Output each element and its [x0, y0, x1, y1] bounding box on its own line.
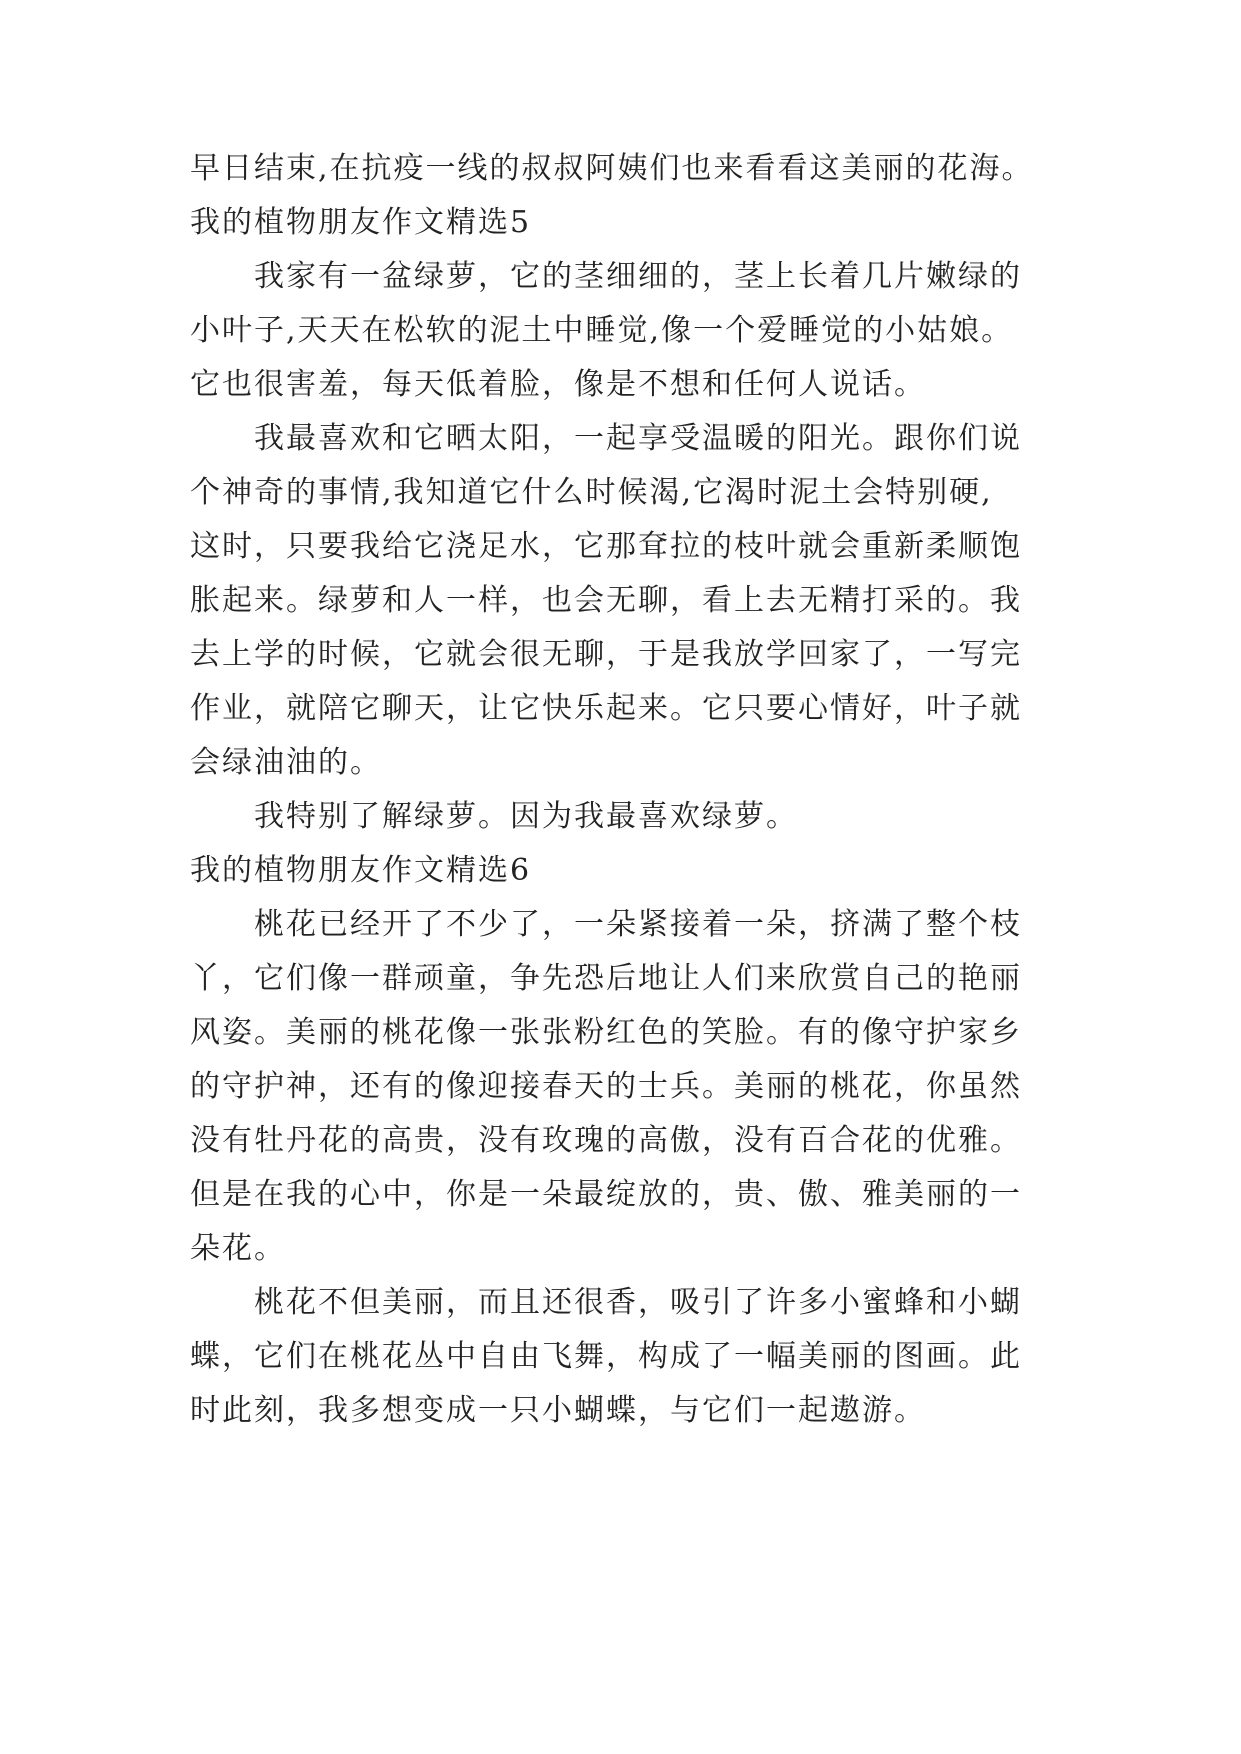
paragraph-line: 但是在我的心中，你是一朵最绽放的，贵、傲、雅美丽的一	[190, 1177, 1022, 1212]
paragraph-line: 个神奇的事情,我知道它什么时候渴,它渴时泥土会特别硬,	[190, 475, 993, 510]
paragraph-line: 时此刻，我多想变成一只小蝴蝶，与它们一起遨游。	[190, 1393, 926, 1428]
paragraph-line: 会绿油油的。	[190, 745, 382, 780]
paragraph-line: 没有牡丹花的高贵，没有玫瑰的高傲，没有百合花的优雅。	[190, 1123, 1022, 1158]
paragraph-line: 的守护神，还有的像迎接春天的士兵。美丽的桃花，你虽然	[190, 1069, 1022, 1104]
paragraph-line: 早日结束,在抗疫一线的叔叔阿姨们也来看看这美丽的花海。	[190, 151, 1034, 186]
paragraph-line: 风姿。美丽的桃花像一张张粉红色的笑脸。有的像守护家乡	[190, 1015, 1022, 1050]
paragraph-line: 作业，就陪它聊天，让它快乐起来。它只要心情好，叶子就	[190, 691, 1022, 726]
paragraph-line: 我家有一盆绿萝，它的茎细细的，茎上长着几片嫩绿的	[254, 259, 1022, 294]
paragraph-line: 蝶，它们在桃花丛中自由飞舞，构成了一幅美丽的图画。此	[190, 1339, 1022, 1374]
paragraph-line: 小叶子,天天在松软的泥土中睡觉,像一个爱睡觉的小姑娘。	[190, 313, 1014, 348]
paragraph-line: 这时，只要我给它浇足水，它那耷拉的枝叶就会重新柔顺饱	[190, 529, 1022, 564]
paragraph-line: 胀起来。绿萝和人一样，也会无聊，看上去无精打采的。我	[190, 583, 1022, 618]
section-heading: 我的植物朋友作文精选6	[190, 853, 532, 888]
paragraph-line: 它也很害羞，每天低着脸，像是不想和任何人说话。	[190, 367, 926, 402]
paragraph-line: 我特别了解绿萝。因为我最喜欢绿萝。	[254, 799, 798, 834]
paragraph-line: 桃花已经开了不少了，一朵紧接着一朵，挤满了整个枝	[254, 907, 1022, 942]
section-heading: 我的植物朋友作文精选5	[190, 205, 532, 240]
paragraph-line: 我最喜欢和它晒太阳，一起享受温暖的阳光。跟你们说	[254, 421, 1022, 456]
paragraph-line: 丫，它们像一群顽童，争先恐后地让人们来欣赏自己的艳丽	[190, 961, 1022, 996]
paragraph-line: 桃花不但美丽，而且还很香，吸引了许多小蜜蜂和小蝴	[254, 1285, 1022, 1320]
paragraph-line: 去上学的时候，它就会很无聊，于是我放学回家了，一写完	[190, 637, 1022, 672]
paragraph-line: 朵花。	[190, 1231, 286, 1266]
